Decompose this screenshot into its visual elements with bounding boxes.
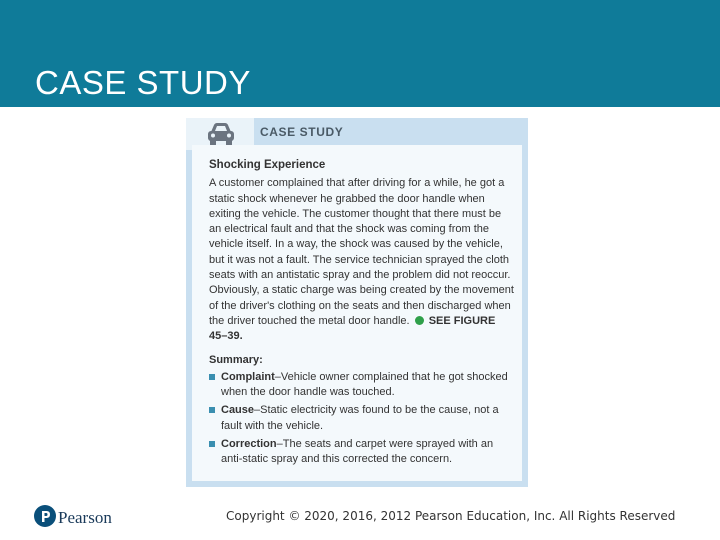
bullet-square-icon: [209, 407, 215, 413]
summary-item-correction: [209, 437, 515, 468]
summary-item-head: Correction: [221, 438, 277, 451]
copyright-text: Copyright © 2020, 2016, 2012 Pearson Education, Inc. All Rights Reserved: [226, 509, 676, 523]
summary-title: Summary:: [209, 353, 263, 366]
bullet-square-icon: [209, 441, 215, 447]
summary-item-head: Complaint: [221, 370, 275, 383]
case-title: Shocking Experience: [209, 159, 326, 171]
summary-item-complaint: [209, 370, 515, 401]
case-study-content: [209, 158, 515, 471]
case-study-label: CASE STUDY: [260, 125, 344, 139]
case-body-text: A customer complained that after driving for a while, he got a static shock whenever he grabbed the door handle when exiting the vehicle. The customer thought that there must be an electrical fault and that the shock was coming from the vehicle itself. In a way, the shock was caused by the vehicle, but it was not a fault. The service technician sprayed the cloth seats with an antistatic spray and the problem did not reoccur. Obviously, a static charge was being created by the movement of the driver's clothing on the seats and then discharged when the driver touched the metal door handle.: [209, 177, 514, 327]
summary-item-text: –Vehicle owner complained that he got shocked when the door handle was touched.: [221, 370, 508, 399]
slide-header: [0, 0, 720, 107]
pearson-logo-icon: [34, 505, 56, 527]
summary-item-cause: [209, 403, 515, 434]
slide-title: CASE STUDY: [35, 64, 251, 101]
summary-item-head: Cause: [221, 404, 255, 417]
case-body-paragraph: [209, 176, 515, 344]
see-figure-link[interactable]: SEE FIGURE 45–39.: [209, 314, 496, 343]
summary-item-text: –The seats and carpet were sprayed with an anti-static spray and this corrected the concern.: [221, 438, 494, 466]
see-figure-dot-icon: [415, 316, 424, 325]
summary-item-text: –Static electricity was found to be the cause, not a fault with the vehicle.: [221, 404, 499, 432]
pearson-wordmark: Pearson: [58, 508, 112, 527]
bullet-square-icon: [209, 374, 215, 380]
car-icon: [205, 120, 237, 148]
